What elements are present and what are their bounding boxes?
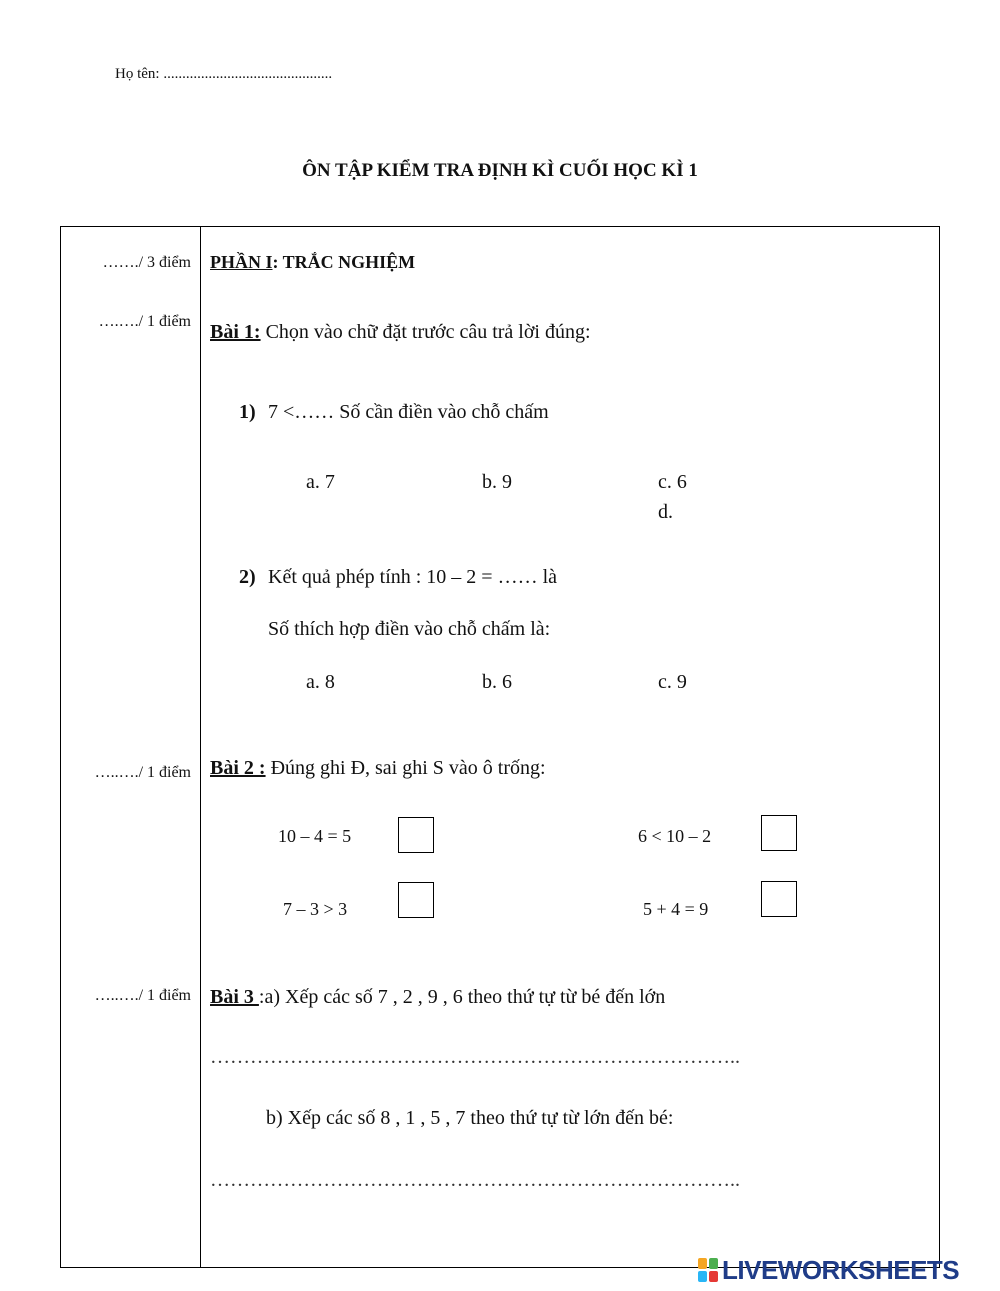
bai2-instruction: Đúng ghi Đ, sai ghi S vào ô trống: [265, 757, 546, 779]
answer-box-3[interactable] [398, 882, 434, 918]
score-column-divider [200, 226, 201, 1268]
bai2-label: Bài 2 : [210, 757, 266, 779]
expression-2: 6 < 10 – 2 [638, 826, 712, 846]
q2-option-a[interactable]: a. 8 [306, 671, 335, 693]
q1-text: 7 <…… Số cần điền vào chỗ chấm [268, 401, 549, 423]
answer-box-4[interactable] [761, 881, 797, 917]
q2-number: 2) [239, 566, 256, 588]
bai1-heading [210, 321, 591, 344]
expression-1: 10 – 4 = 5 [278, 826, 352, 846]
bai3-part-b: b) Xếp các số 8 , 1 , 5 , 7 theo thứ tự từ lớn đến bé: [266, 1107, 674, 1129]
score-bai2[interactable]: …..…./ 1 điểm [94, 764, 191, 781]
score-bai3[interactable]: …..…./ 1 điểm [94, 987, 191, 1004]
bai1-instruction: Chọn vào chữ đặt trước câu trả lời đúng: [260, 321, 591, 343]
bai1-label: Bài 1: [210, 321, 261, 343]
page-title: ÔN TẬP KIỂM TRA ĐỊNH KÌ CUỐI HỌC KÌ 1 [302, 160, 698, 181]
q2-text: Kết quả phép tính : 10 – 2 = …… là [268, 566, 558, 588]
part1-heading [210, 252, 415, 273]
bai3-answer-line-a[interactable]: …………………………………………………………………….. [210, 1046, 740, 1068]
logo-text: LIVEWORKSHEETS [722, 1254, 960, 1285]
liveworksheets-logo [698, 1253, 959, 1287]
expression-3: 7 – 3 > 3 [283, 899, 348, 919]
answer-box-1[interactable] [398, 817, 434, 853]
q2-option-b[interactable]: b. 6 [482, 671, 512, 693]
q1-option-b[interactable]: b. 9 [482, 471, 512, 493]
bai3-part-a: :a) Xếp các số 7 , 2 , 9 , 6 theo thứ tự từ bé đến lớn [258, 986, 666, 1008]
q1-option-d[interactable]: d. [658, 501, 673, 523]
score-part1[interactable]: ……./ 3 điểm [102, 254, 191, 271]
logo-blocks-icon [698, 1258, 718, 1282]
bai3-label: Bài 3 [210, 986, 259, 1008]
q2-subtext: Số thích hợp điền vào chỗ chấm là: [268, 618, 551, 640]
q1-number: 1) [239, 401, 256, 423]
bai3-answer-line-b[interactable]: …………………………………………………………………….. [210, 1169, 740, 1191]
bai2-heading [210, 757, 546, 780]
part1-label: PHẦN I [210, 252, 273, 272]
part1-label-rest: : TRẮC NGHIỆM [272, 252, 416, 272]
student-name-field[interactable]: Họ tên: ............................................. [115, 66, 333, 82]
bai3-heading [210, 986, 665, 1009]
q1-option-a[interactable]: a. 7 [306, 471, 335, 493]
expression-4: 5 + 4 = 9 [643, 899, 709, 919]
score-bai1[interactable]: ….…./ 1 điểm [98, 313, 191, 330]
q2-option-c[interactable]: c. 9 [658, 671, 687, 693]
q1-option-c[interactable]: c. 6 [658, 471, 687, 493]
answer-box-2[interactable] [761, 815, 797, 851]
